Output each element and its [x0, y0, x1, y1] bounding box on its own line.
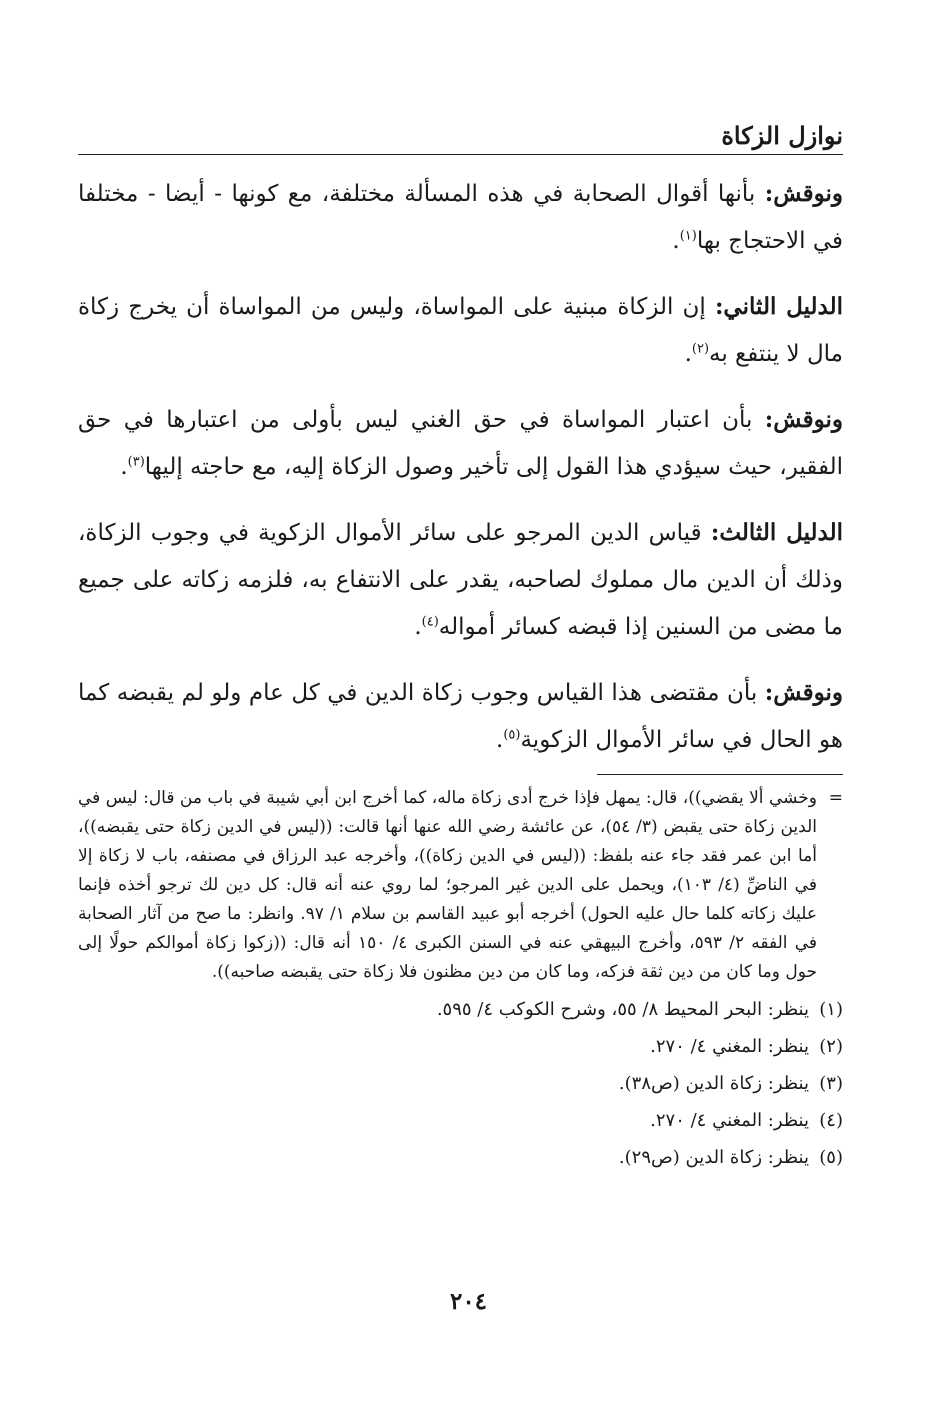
footnote-text: ينظر: المغني ٤/ ٢٧٠. — [650, 1110, 809, 1131]
footnote-item — [78, 991, 843, 1028]
paragraph-lead: ونوقش: — [764, 406, 843, 433]
footnote-ref: (٣) — [127, 454, 145, 470]
footnote-text: ينظر: البحر المحيط ٨/ ٥٥، وشرح الكوكب ٤/ ٥٩٥. — [436, 999, 809, 1020]
footnote-item — [78, 1102, 843, 1139]
paragraph — [78, 170, 843, 265]
paragraph — [78, 396, 843, 491]
footnote-ref: (٤) — [421, 614, 439, 630]
paragraph-lead: ونوقش: — [764, 679, 843, 706]
footnote-ref: (٥) — [503, 727, 521, 743]
paragraph — [78, 509, 843, 651]
paragraph-end: . — [120, 454, 128, 480]
paragraph-end: . — [496, 727, 504, 753]
paragraph-end: . — [672, 228, 680, 254]
footnote-separator — [597, 774, 843, 775]
footnote-item — [78, 1065, 843, 1102]
paragraph-lead: ونوقش: — [764, 180, 843, 207]
footnote-ref: (٢) — [691, 341, 710, 357]
footnote-ref: (١) — [679, 228, 697, 244]
paragraph-text: إن الزكاة مبنية على المواساة، وليس من المواساة أن يخرج زكاة مال لا ينتفع به — [78, 294, 843, 367]
footnote-number: (٤) — [819, 1110, 843, 1131]
paragraph-text: بأنها أقوال الصحابة في هذه المسألة مختلفة، مع كونها - أيضا - مختلفا في الاحتجاج بها — [78, 181, 843, 254]
page-number: ٢٠٤ — [449, 1288, 488, 1315]
footnotes — [78, 784, 843, 1176]
footnote-item — [78, 1139, 843, 1176]
footnote-number: (١) — [819, 999, 843, 1020]
continuation-marker: = — [828, 788, 843, 808]
paragraph-text: بأن اعتبار المواساة في حق الغني ليس بأولى من اعتبارها في حق الفقير، حيث سيؤدي هذا القول إلى تأخير وصول الزكاة إليه، مع حاجته إليها — [78, 407, 843, 480]
running-header: نوازل الزكاة — [721, 121, 843, 150]
footnote-text: ينظر: زكاة الدين (ص٢٩). — [618, 1147, 809, 1168]
paragraph-lead: الدليل الثالث: — [710, 519, 843, 546]
footnote-text: ينظر: المغني ٤/ ٢٧٠. — [650, 1036, 809, 1057]
paragraph — [78, 283, 843, 378]
paragraph-end: . — [414, 614, 422, 640]
footnote-list — [78, 991, 843, 1176]
footnote-continuation — [78, 784, 843, 987]
footnote-text: ينظر: زكاة الدين (ص٣٨). — [618, 1073, 809, 1094]
main-text — [78, 170, 843, 782]
footnote-item — [78, 1028, 843, 1065]
paragraph-text: قياس الدين المرجو على سائر الأموال الزكوية في وجوب الزكاة، وذلك أن الدين مال مملوك لصاحبه، يقدر على الانتفاع به، فلزمه زكاته على جميع ما مضى من السنين إذا قبضه كسائر أمواله — [78, 520, 843, 640]
paragraph — [78, 669, 843, 764]
footnote-number: (٥) — [819, 1147, 843, 1168]
continuation-text: وخشي ألا يقضي))، قال: يمهل فإذا خرج أدى زكاة ماله، كما أخرج ابن أبي شيبة في باب من قال: ليس في الدين زكاة حتى يقبض (٣/ ٥٤)، عن عائشة رضي الله عنها أنها قالت: ((ليس في الدين زكاة حتى يقبضه))، أما ابن عمر فقد جاء عنه بلفظ: ((ليس في الدين زكاة))، وأخرجه عبد الرزاق في مصنفه، باب لا زكاة إلا في الناضِّ (٤/ ١٠٣)، ويحمل على الدين غير المرجو؛ لما روي عنه أنه قال: كل دين لك ترجو أخذه فإنما عليك زكاته كلما حال عليه الحول) أخرجه أبو عبيد القاسم بن سلام ١/ ٩٧. وانظر: ما صح من آثار الصحابة في الفقه ٢/ ٥٩٣، وأخرج البيهقي عنه في السنن الكبرى ٤/ ١٥٠ أنه قال: ((زكوا زكاة أموالكم حولًا إلى حول وما كان من دين ثقة فزكه، وما كان من دين مظنون فلا زكاة حتى يقبضه صاحبه)). — [78, 788, 817, 982]
footnote-number: (٣) — [819, 1073, 843, 1094]
footnote-number: (٢) — [819, 1036, 843, 1057]
header-rule — [78, 154, 843, 155]
paragraph-end: . — [684, 341, 692, 367]
paragraph-lead: الدليل الثاني: — [714, 293, 843, 320]
paragraph-text: بأن مقتضى هذا القياس وجوب زكاة الدين في كل عام ولو لم يقبضه كما هو الحال في سائر الأموال الزكوية — [78, 680, 843, 753]
